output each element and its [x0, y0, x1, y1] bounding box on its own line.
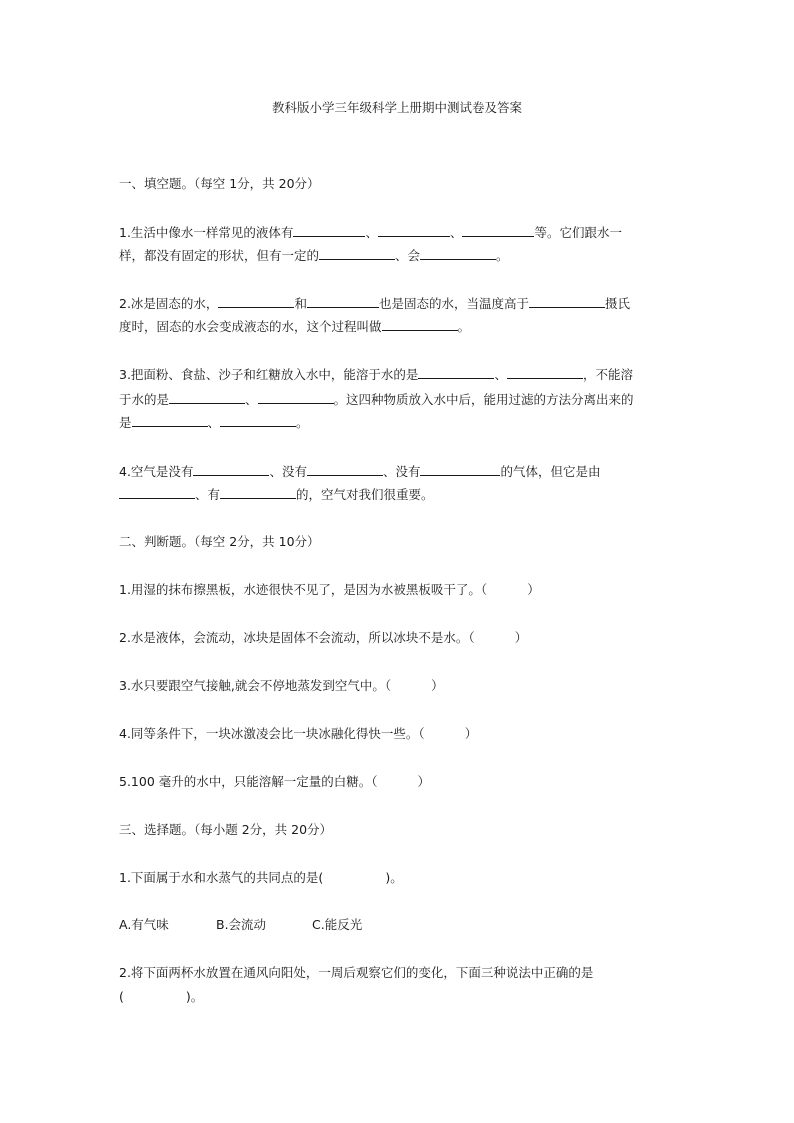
q3-text-c: 于水的是 — [119, 392, 170, 407]
q2-text-d: 摄氏 — [604, 296, 630, 311]
judge-item — [119, 773, 679, 791]
answer-blank[interactable] — [293, 223, 365, 237]
q4-line2 — [119, 485, 679, 504]
q2-end: 。 — [457, 319, 471, 334]
q2-line2 — [119, 317, 679, 336]
judge-close: ） — [431, 678, 444, 693]
answer-blank[interactable] — [132, 413, 208, 427]
q1-text-b: 等。它们跟水一 — [534, 225, 622, 240]
judge-close: ） — [514, 630, 528, 645]
answer-blank[interactable] — [529, 294, 605, 308]
judge-text: 1.用湿的抹布擦黑板，水迹很快不见了，是因为水被黑板吸干了。（ — [119, 582, 488, 597]
choice-question — [119, 869, 679, 887]
q4-sep: 、有 — [195, 487, 221, 502]
q2-line1 — [119, 294, 679, 313]
judge-text: 3.水只要跟空气接触,就会不停地蒸发到空气中。（ — [119, 678, 392, 693]
page-title: 教科版小学三年级科学上册期中测试卷及答案 — [271, 100, 522, 115]
q1-sep: 、会 — [395, 248, 421, 263]
q3-sep: 、 — [245, 392, 258, 407]
judge-close: ） — [464, 726, 478, 741]
q3-line1 — [119, 365, 679, 384]
answer-blank[interactable] — [220, 413, 296, 427]
answer-blank[interactable] — [319, 246, 395, 260]
q2-text-e: 度时，固态的水会变成液态的水，这个过程叫做 — [119, 319, 382, 334]
judge-item — [119, 629, 679, 647]
q2-text-b: 和 — [294, 296, 307, 311]
option-a[interactable]: A.有气味 — [119, 917, 169, 932]
judge-item — [119, 677, 679, 695]
q1-sep: 、 — [365, 225, 378, 240]
choice-question-2-line2 — [119, 988, 679, 1006]
section2-heading: 二、判断题。（每空 2分，共 10分） — [119, 534, 320, 549]
judge-text: 4.同等条件下，一块冰激凌会比一块冰融化得快一些。（ — [119, 726, 425, 741]
option-c[interactable]: C.能反光 — [312, 917, 363, 932]
choice-question-2: 2.将下面两杯水放置在通风向阳处，一周后观察它们的变化，下面三种说法中正确的是 — [119, 965, 594, 980]
answer-blank[interactable] — [169, 390, 245, 404]
q3-sep: 、 — [207, 415, 221, 430]
choice-options — [119, 916, 679, 934]
judge-text: 5.100 毫升的水中，只能溶解一定量的白糖。（ — [119, 774, 378, 789]
q3-sep: 、 — [494, 367, 507, 382]
q2-text-a: 2.冰是固态的水， — [119, 296, 219, 311]
option-b[interactable]: B.会流动 — [216, 917, 267, 932]
q4-end: 的，空气对我们很重要。 — [296, 487, 434, 502]
answer-blank[interactable] — [378, 223, 450, 237]
q3-line3 — [119, 413, 679, 432]
q3-text-d: 。这四种物质放入水中后，能用过滤的方法分离出来的 — [333, 392, 634, 407]
judge-close: ） — [417, 774, 431, 789]
answer-blank[interactable] — [382, 317, 458, 331]
judge-text: 2.水是液体，会流动，冰块是固体不会流动，所以冰块不是水。（ — [119, 630, 475, 645]
judge-item — [119, 725, 679, 743]
section3-heading: 三、选择题。（每小题 2分，共 20分） — [119, 822, 333, 837]
answer-blank[interactable] — [418, 365, 494, 379]
q4-text-b: 、没有 — [269, 464, 307, 479]
q4-text-a: 4.空气是没有 — [119, 464, 194, 479]
answer-blank[interactable] — [420, 462, 500, 476]
answer-blank[interactable] — [307, 294, 379, 308]
q1-line1 — [119, 223, 679, 242]
q1-end: 。 — [496, 248, 509, 263]
q4-text-c: 、没有 — [382, 464, 421, 479]
judge-item — [119, 581, 679, 599]
q3-text-b: ，不能溶 — [582, 367, 633, 382]
answer-blank[interactable] — [420, 246, 496, 260]
q3-text-a: 3.把面粉、食盐、沙子和红糖放入水中，能溶于水的是 — [119, 367, 419, 382]
choice-close: )。 — [385, 870, 403, 885]
q1-line2 — [119, 246, 679, 265]
q1-text-c: 样，都没有固定的形状，但有一定的 — [119, 248, 320, 263]
answer-blank[interactable] — [462, 223, 534, 237]
answer-blank[interactable] — [307, 462, 383, 476]
answer-blank[interactable] — [258, 390, 334, 404]
answer-blank[interactable] — [507, 365, 583, 379]
q3-line2 — [119, 390, 679, 409]
judge-close: ） — [527, 582, 540, 597]
answer-blank[interactable] — [220, 485, 296, 499]
choice-close: )。 — [185, 989, 204, 1004]
answer-blank[interactable] — [193, 462, 269, 476]
answer-blank[interactable] — [218, 294, 294, 308]
q4-line1 — [119, 462, 679, 481]
q3-text-e: 是 — [119, 415, 132, 430]
q4-text-d: 的气体，但它是由 — [500, 464, 601, 479]
q3-end: 。 — [296, 415, 309, 430]
q1-text-a: 1.生活中像水一样常见的液体有 — [119, 225, 294, 240]
choice-open: ( — [119, 989, 124, 1004]
q1-sep: 、 — [449, 225, 463, 240]
q2-text-c: 也是固态的水，当温度高于 — [378, 296, 529, 311]
choice-text: 1.下面属于水和水蒸气的共同点的是( — [119, 870, 324, 885]
section1-heading: 一、填空题。（每空 1分，共 20分） — [119, 176, 320, 191]
answer-blank[interactable] — [119, 485, 195, 499]
